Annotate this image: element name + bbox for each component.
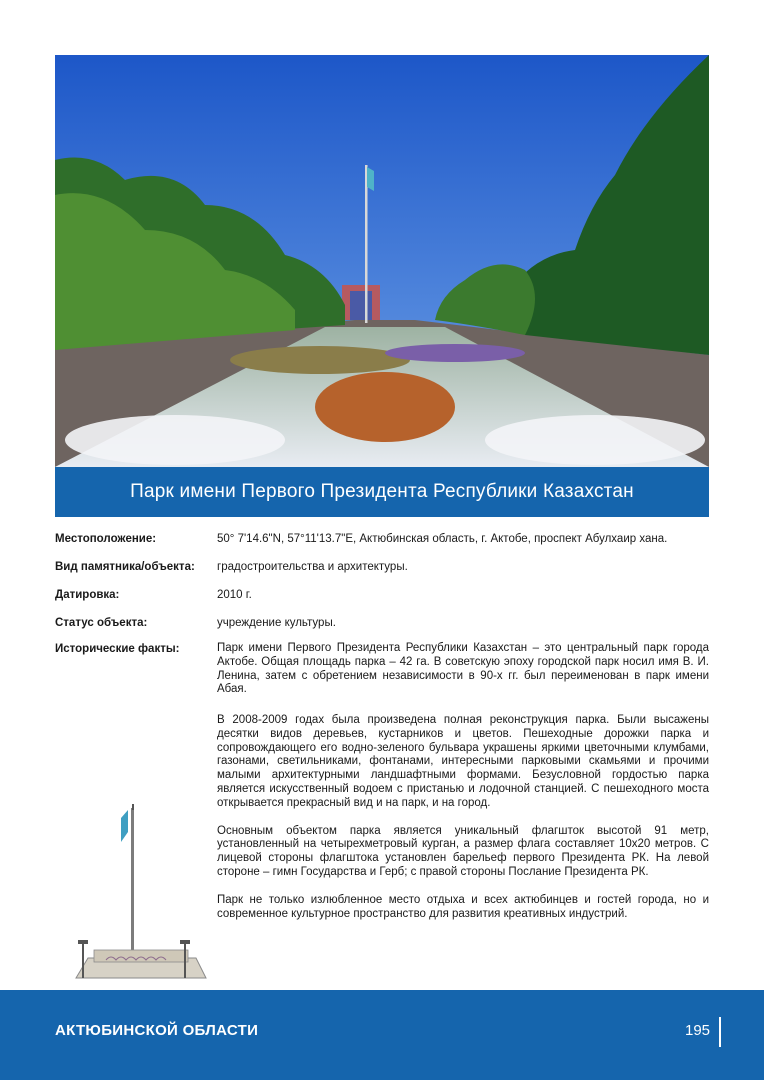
field-status	[55, 616, 709, 630]
field-historical	[55, 642, 709, 710]
field-value: 2010 г.	[217, 589, 252, 601]
historical-first-paragraph-wrap	[217, 642, 709, 710]
page-number-divider	[719, 1017, 721, 1047]
field-label: Вид памятника/объекта:	[55, 561, 195, 573]
historical-paragraph-2: В 2008-2009 годах была произведена полная реконструкция парка. Были высажены десятки видов деревьев, кустарников и цветов. Пешеходные дорожки парка и сопровождающего его водно-зеленого бульвара украшены яркими цветочными клумбами, газонами, светильниками, фонтанами, интересными парковыми скамьями и прочими малыми архитектурными ландшафтными формами. Безусловной гордостью парка является искусственный водоем с пристанью и лодочной станцией. С пешеходного моста открывается прекрасный вид и на парк, и на город.	[217, 714, 709, 809]
field-value: 50° 7'14.6"N, 57°11'13.7"E, Актюбинская область, г. Актобе, проспект Абулхаир хана.	[217, 533, 668, 545]
page-title: Парк имени Первого Президента Республики Казахстан	[130, 481, 634, 502]
title-bar	[55, 467, 709, 517]
field-value: учреждение культуры.	[217, 617, 336, 629]
historical-body	[217, 714, 709, 935]
historical-paragraph-3: Основным объектом парка является уникальный флагшток высотой 91 метр, установленный на четырехметровый курган, а размер флага составляет 10х20 метров. С лицевой стороны флагштока установлен барельеф первого Президента РК. На левой стороне – гимн Государства и Герб; с правой стороны Послание Президента РК.	[217, 824, 709, 878]
footer-region: АКТЮБИНСКОЙ ОБЛАСТИ	[55, 1022, 259, 1039]
flagpole-sketch	[66, 800, 216, 985]
field-location	[55, 532, 709, 546]
park-photo	[55, 55, 709, 467]
field-label: Местоположение:	[55, 533, 157, 545]
footer	[0, 990, 764, 1080]
historical-paragraph-1: Парк имени Первого Президента Республики Казахстан – это центральный парк города Актобе. Общая площадь парка – 42 га. В советскую эпоху городской парк носил имя В. И. Ленина, затем с обретением независимости в 90-х гг. был переименован в парк имени Абая.	[217, 642, 709, 696]
field-label: Датировка:	[55, 589, 120, 601]
historical-paragraph-4: Парк не только излюбленное место отдыха и всех актюбинцев и гостей города, но и современное культурное пространство для развития креативных индустрий.	[217, 893, 709, 920]
field-value: градостроительства и архитектуры.	[217, 561, 408, 573]
info-table	[55, 532, 709, 719]
field-label: Исторические факты:	[55, 643, 180, 655]
page-number: 195	[685, 1022, 711, 1039]
field-type	[55, 560, 709, 574]
field-label: Статус объекта:	[55, 617, 148, 629]
field-date	[55, 588, 709, 602]
